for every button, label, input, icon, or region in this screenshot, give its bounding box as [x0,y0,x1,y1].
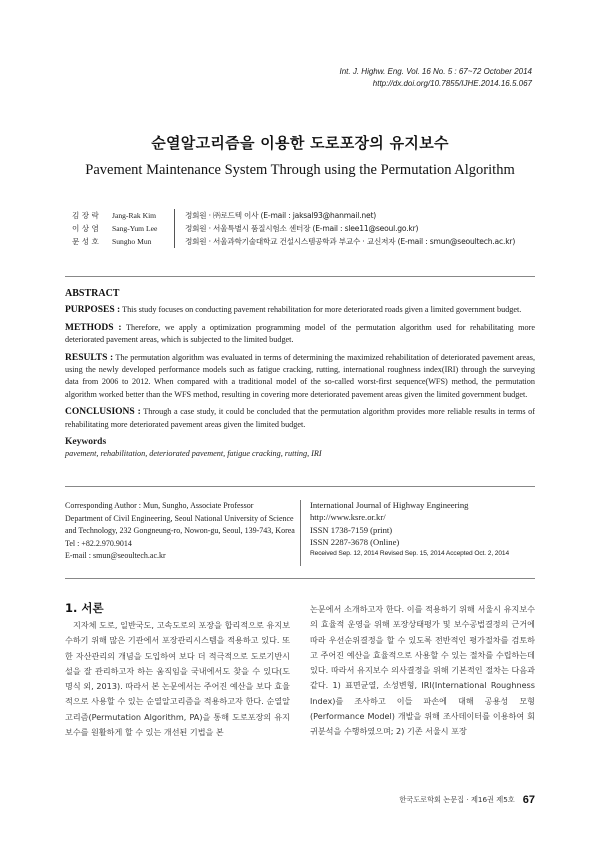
abstract-heading: ABSTRACT [65,288,120,299]
author-affiliation: 정회원 · 서울특별시 품질시험소 센터장 (E-mail : slee11@seoul.go.kr) [185,224,419,233]
methods-paragraph [65,322,535,347]
horizontal-rule [65,276,535,277]
keywords-text: pavement, rehabilitation, deteriorated pavement, fatigue cracking, rutting, IRI [65,449,322,459]
author-divider [174,235,175,248]
corresponding-address: and Technology, 232 Gongneung-ro, Nowon-gu, Seoul, 139-743, Korea [65,526,295,535]
correspondence-block [65,500,295,563]
journal-header [340,66,533,90]
journal-citation: Int. J. Highw. Eng. Vol. 16 No. 5 : 67~72 October 2014 [339,67,532,76]
footer-journal: 한국도로학회 논문집 · 제16권 제5호 [399,795,515,804]
abstract-section [65,288,535,461]
keywords-heading: Keywords [65,437,107,448]
author-name-english: Jang-Rak Kim [112,211,157,220]
conclusions-paragraph [65,406,535,431]
author-name-english: Sungho Mun [112,237,152,246]
methods-text: Therefore, we apply a optimization programming model of the permutation algorithm used for rehabilitating more deteriorated pavement areas, which is subjected to the limited budget. [65,322,535,345]
author-affiliation: 정회원 · ㈜로드텍 이사 (E-mail : jaksal93@hanmail.net) [185,211,377,220]
results-text: The permutation algorithm was evaluated in terms of determining the maximized rehabilitation of deteriorated pavement areas, using the newly developed performance models such as fatigue cracking, rutting, international roughness index(IRI) through the surveying data from 2006 to 2012. When compared with a traditional model of the so-called worst-first sequence(WFS) method, the permutation algorithm worked better than the WFS method, resulting in covering more deteriorated pavement areas given the limited government budget. [65,352,536,399]
doi-link[interactable]: http://dx.doi.org/10.7855/IJHE.2014.16.5.067 [372,79,532,88]
author-row [72,222,542,235]
corresponding-department: Department of Civil Engineering, Seoul National University of Science [65,513,294,523]
submission-dates: Received Sep. 12, 2014 Revised Sep. 15, 2014 Accepted Oct. 2, 2014 [310,550,510,558]
author-divider [174,209,175,222]
results-label: RESULTS : [65,352,114,363]
corresponding-email[interactable]: E-mail : smun@seoultech.ac.kr [65,551,166,560]
issn-online: ISSN 2287-3678 (Online) [310,536,400,547]
author-divider [174,222,175,235]
issn-print: ISSN 1738-7159 (print) [310,524,393,535]
journal-url[interactable]: http://www.ksre.or.kr/ [310,512,386,523]
purposes-label: PURPOSES : [65,305,121,316]
journal-name: International Journal of Highway Engineering [310,500,469,510]
journal-info-block [310,499,540,560]
results-paragraph [65,352,535,402]
author-name-korean: 이 상 염 [72,224,99,233]
author-name-english: Sang-Yum Lee [112,224,158,233]
body-paragraph: 지자체 도로, 일반국도, 고속도로의 포장을 합리적으로 유지보수하기 위해 많은 기관에서 포장관리시스템을 적용하고 있다. 또한 자산관리의 개념을 도입하여 보다 더 적극적으로 도로기반시설을 잘 관리하고자 하는 움직임을 국내에서도 찾을 수 있다(도명식 외, 2013). 따라서 본 논문에서는 주어진 예산을 보다 효율적으로 사용할 수 있는 순열알고리즘을 적용하고자 한다. 순열알고리즘(Permutation Algorithm, PA)을 통해 도로포장의 유지보수를 원활하게 할 수 있는 개선된 기법을 본 [65,620,290,738]
author-row [72,209,542,222]
page-number: 67 [522,794,535,806]
horizontal-rule [65,578,535,579]
body-column-right [310,602,535,740]
conclusions-label: CONCLUSIONS : [65,407,141,418]
corresponding-author: Corresponding Author : Mun, Sungho, Associate Professor [65,501,254,510]
purposes-paragraph [65,304,535,316]
author-row [72,235,542,248]
page-footer [399,794,535,806]
conclusions-text: Through a case study, it could be concluded that the permutation algorithm provides more reliable results in terms of rehabilitating more deteriorated pavement areas given the limited budget. [65,407,535,429]
horizontal-rule [65,486,535,487]
author-name-korean: 문 성 호 [72,237,99,246]
author-name-korean: 김 장 락 [72,211,99,220]
corresponding-tel: Tel : +82.2.970.9014 [65,538,132,548]
section-heading: 1. 서론 [65,601,104,615]
author-affiliation: 정회원 · 서울과학기술대학교 건설시스템공학과 부교수 · 교신저자 (E-mail : smun@seoultech.ac.kr) [185,237,516,246]
author-list [72,209,542,248]
body-column-left [65,600,290,740]
vertical-divider [300,500,301,566]
title-english: Pavement Maintenance System Through using the Permutation Algorithm [85,162,515,178]
title-korean: 순열알고리즘을 이용한 도로포장의 유지보수 [151,134,449,152]
purposes-text: This study focuses on conducting pavement rehabilitation for more deteriorated roads given a limited government budget. [122,305,522,315]
body-paragraph: 논문에서 소개하고자 한다. 이를 적용하기 위해 서울시 유지보수의 효율적 운영을 위해 포장상태평가 및 보수공법결정의 근거에 따라 우선순위결정을 할 수 있도록 전반적인 평가절차를 검토하고 주어진 예산을 효율적으로 사용할 수 있는 절차를 수립하는데 있다. 따라서 유지보수 의사결정을 위해 기본적인 절차는 다음과 같다. 1) 표면균열, 소성변형, IRI(International Roughness Index)를 조사하고 이들 파손에 대해 공용성 모형(Performance Model) 개발을 위해 조사데이터를 이용하여 회귀분석을 수행하였으며; 2) 기존 서울시 포장 [310,604,535,737]
methods-label: METHODS : [65,322,122,333]
